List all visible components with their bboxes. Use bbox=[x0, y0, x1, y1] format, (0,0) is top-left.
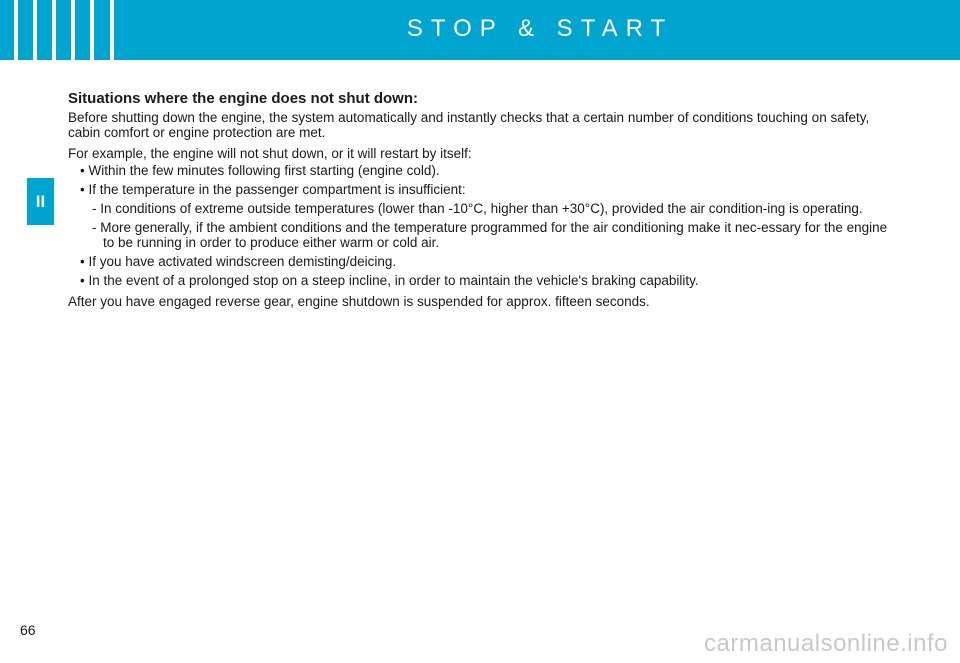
watermark: carmanualsonline.info bbox=[704, 630, 948, 657]
closing-paragraph: After you have engaged reverse gear, engine shutdown is suspended for approx. fifteen seconds. bbox=[68, 294, 650, 309]
sub-bullet-item: - More generally, if the ambient conditions and the temperature programmed for the air conditioning make it nec-essary for the engine to be running in order to produce either warm or cold air. bbox=[92, 220, 888, 250]
page-header bbox=[0, 0, 960, 60]
header-stripe bbox=[71, 0, 75, 60]
header-stripe bbox=[52, 0, 56, 60]
section-heading: Situations where the engine does not shut down: bbox=[68, 90, 419, 107]
bullet-item: • In the event of a prolonged stop on a steep incline, in order to maintain the vehicle's braking capability. bbox=[80, 273, 699, 288]
example-paragraph: For example, the engine will not shut down, or it will restart by itself: bbox=[68, 146, 472, 161]
sub-bullet-item: - In conditions of extreme outside temperatures (lower than -10°C, higher than +30°C), provided the air condition-ing is operating. bbox=[92, 201, 863, 216]
bullet-item: • Within the few minutes following first starting (engine cold). bbox=[80, 163, 440, 178]
section-tab-label: II bbox=[35, 191, 46, 211]
page-number: 66 bbox=[20, 622, 36, 638]
section-tab bbox=[27, 178, 54, 225]
header-stripe bbox=[90, 0, 94, 60]
bullet-item: • If you have activated windscreen demisting/deicing. bbox=[80, 254, 397, 269]
bullet-item: • If the temperature in the passenger compartment is insufficient: bbox=[80, 182, 466, 197]
page-title: STOP & START bbox=[406, 15, 674, 42]
header-stripe bbox=[14, 0, 18, 60]
header-stripe bbox=[110, 0, 114, 60]
header-stripe bbox=[33, 0, 37, 60]
intro-paragraph: Before shutting down the engine, the system automatically and instantly checks that a certain number of conditions touching on safety, cabin comfort or engine protection are met. bbox=[68, 110, 870, 140]
main-content bbox=[68, 90, 898, 315]
